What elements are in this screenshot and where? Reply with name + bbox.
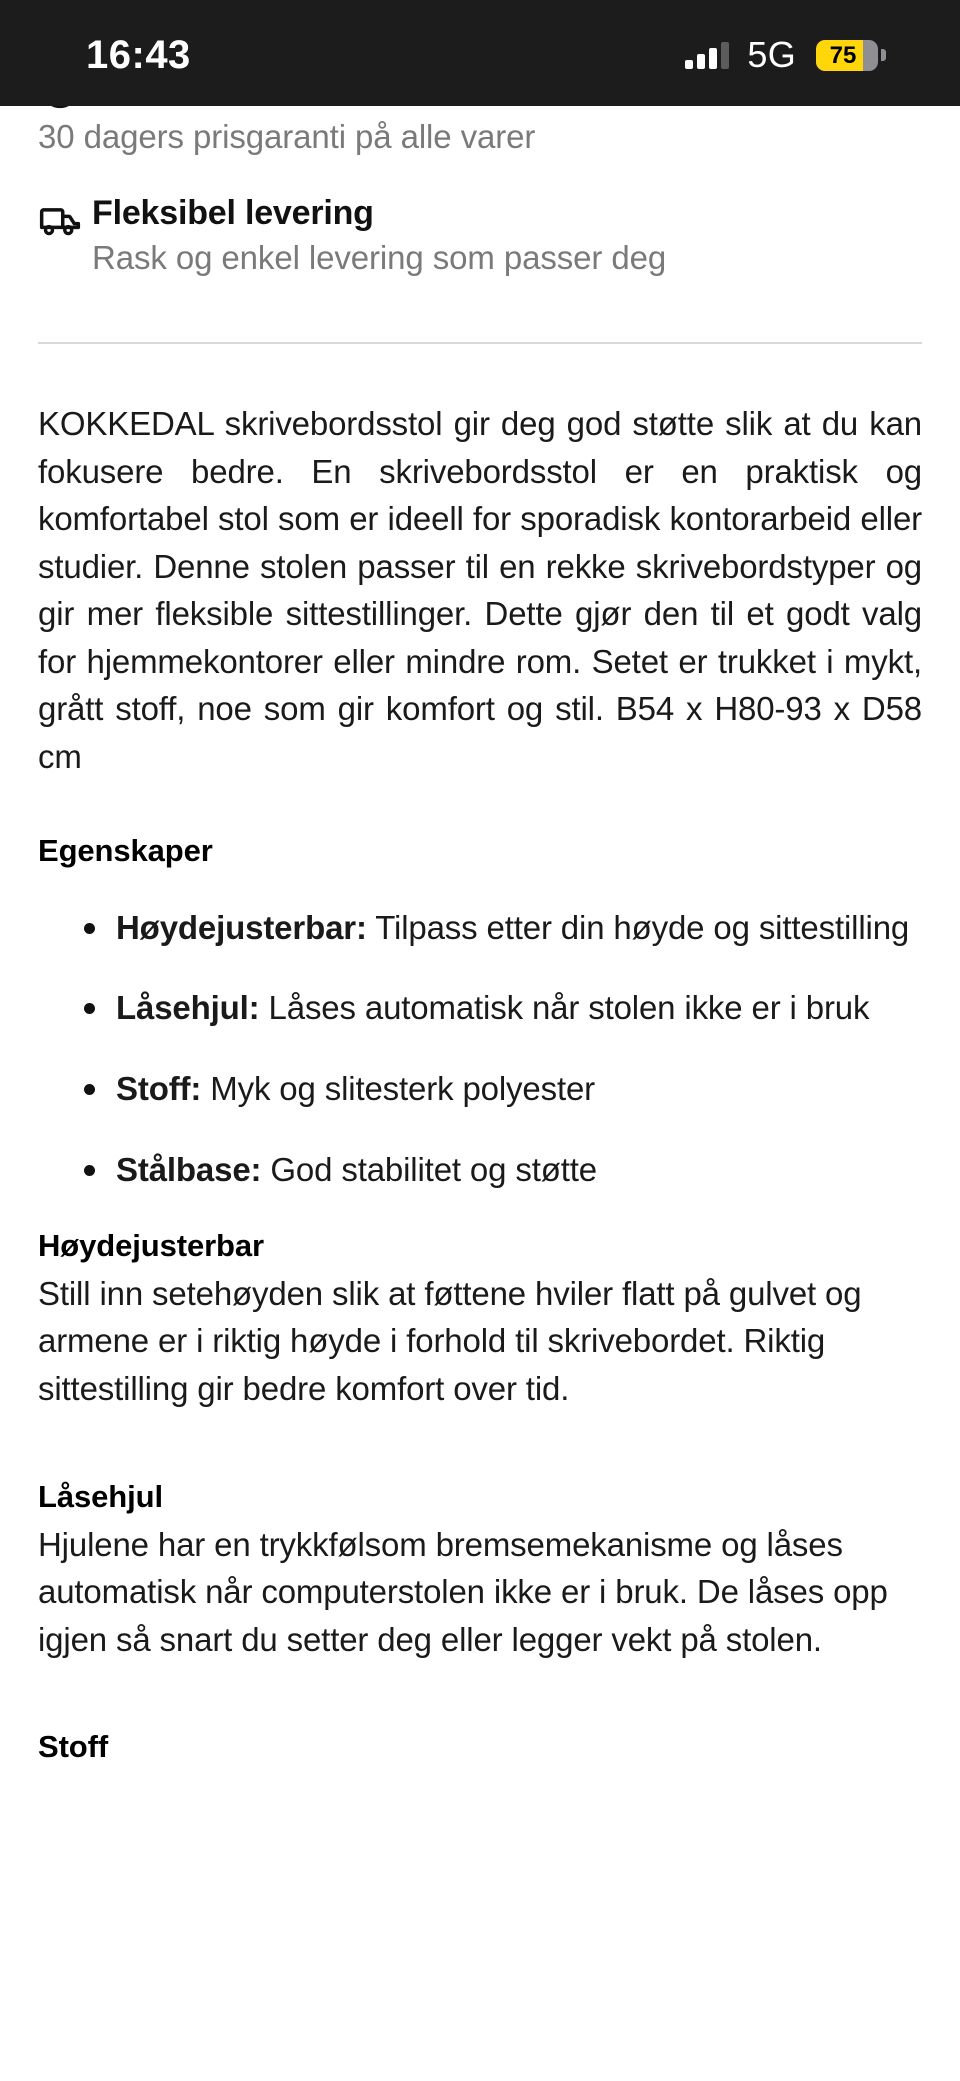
detail-section-heading: Låsehjul [38,1478,163,1514]
features-heading: Egenskaper [38,832,213,868]
usp-subtitle: 30 dagers prisgaranti på alle varer [38,118,536,156]
detail-section-stoff [38,1729,922,1765]
list-item [38,1147,922,1194]
status-bar [0,0,960,106]
usp-subtitle: Rask og enkel levering som passer deg [92,238,667,276]
usp-title: Fleksibel levering [92,194,374,232]
usp-item-price-guarantee [0,106,960,164]
detail-section-lasehjul [38,1479,922,1664]
feature-text: Tilpass etter din høyde og sittestilling [366,908,910,946]
feature-label: Stålbase: [116,1151,262,1189]
delivery-truck-icon [38,198,92,242]
feature-text: Låses automatisk når stolen ikke er i bruk [259,989,870,1027]
detail-section-hoydejusterbar [38,1228,922,1413]
list-item [38,1066,922,1113]
battery-percent-label: 75 [829,41,857,69]
page-content [0,106,960,1771]
detail-section-heading: Høydejusterbar [38,1227,264,1263]
price-tag-icon [38,106,92,112]
list-item [38,985,922,1032]
signal-bars-icon [685,41,729,69]
status-time: 16:43 [86,32,191,77]
features-list [38,905,922,1194]
usp-list [0,106,960,280]
section-divider [38,342,922,344]
detail-section-heading: Stoff [38,1729,109,1765]
detail-section-text: Hjulene har en trykkfølsom bremsemekanisme og låses automatisk når computerstolen ikke er i bruk. De låses opp igjen så snart du setter deg eller legger vekt på stolen. [38,1525,888,1658]
feature-label: Høydejusterbar: [116,908,367,946]
feature-label: Stoff: [116,1070,202,1108]
status-indicators [685,34,886,76]
product-description: KOKKEDAL skrivebordsstol gir deg god støtte slik at du kan fokusere bedre. En skrivebordsstol er en praktisk og komfortabel stol som er ideell for sporadisk kontorarbeid eller studier. Denne stolen passer til en rekke skrivebordstyper og gir mer fleksible sittestillinger. Dette gjør den til et godt valg for hjemmekontorer eller mindre rom. Setet er trukket i mykt, grått stoff, noe som gir komfort og stil. B54 x H80-93 x D58 cm [38,405,922,775]
battery-icon [816,40,886,71]
battery-cap [881,49,886,61]
detail-section-text: Still inn setehøyden slik at føttene hviler flatt på gulvet og armene er i riktig høyde i forhold til skrivebordet. Riktig sittestilling gir bedre komfort over tid. [38,1274,862,1407]
network-type-label: 5G [747,34,796,75]
feature-text: Myk og slitesterk polyester [201,1070,596,1108]
list-item [38,905,922,952]
usp-item-flexible-delivery [0,192,960,280]
feature-label: Låsehjul: [116,989,260,1027]
feature-text: God stabilitet og støtte [261,1151,597,1189]
